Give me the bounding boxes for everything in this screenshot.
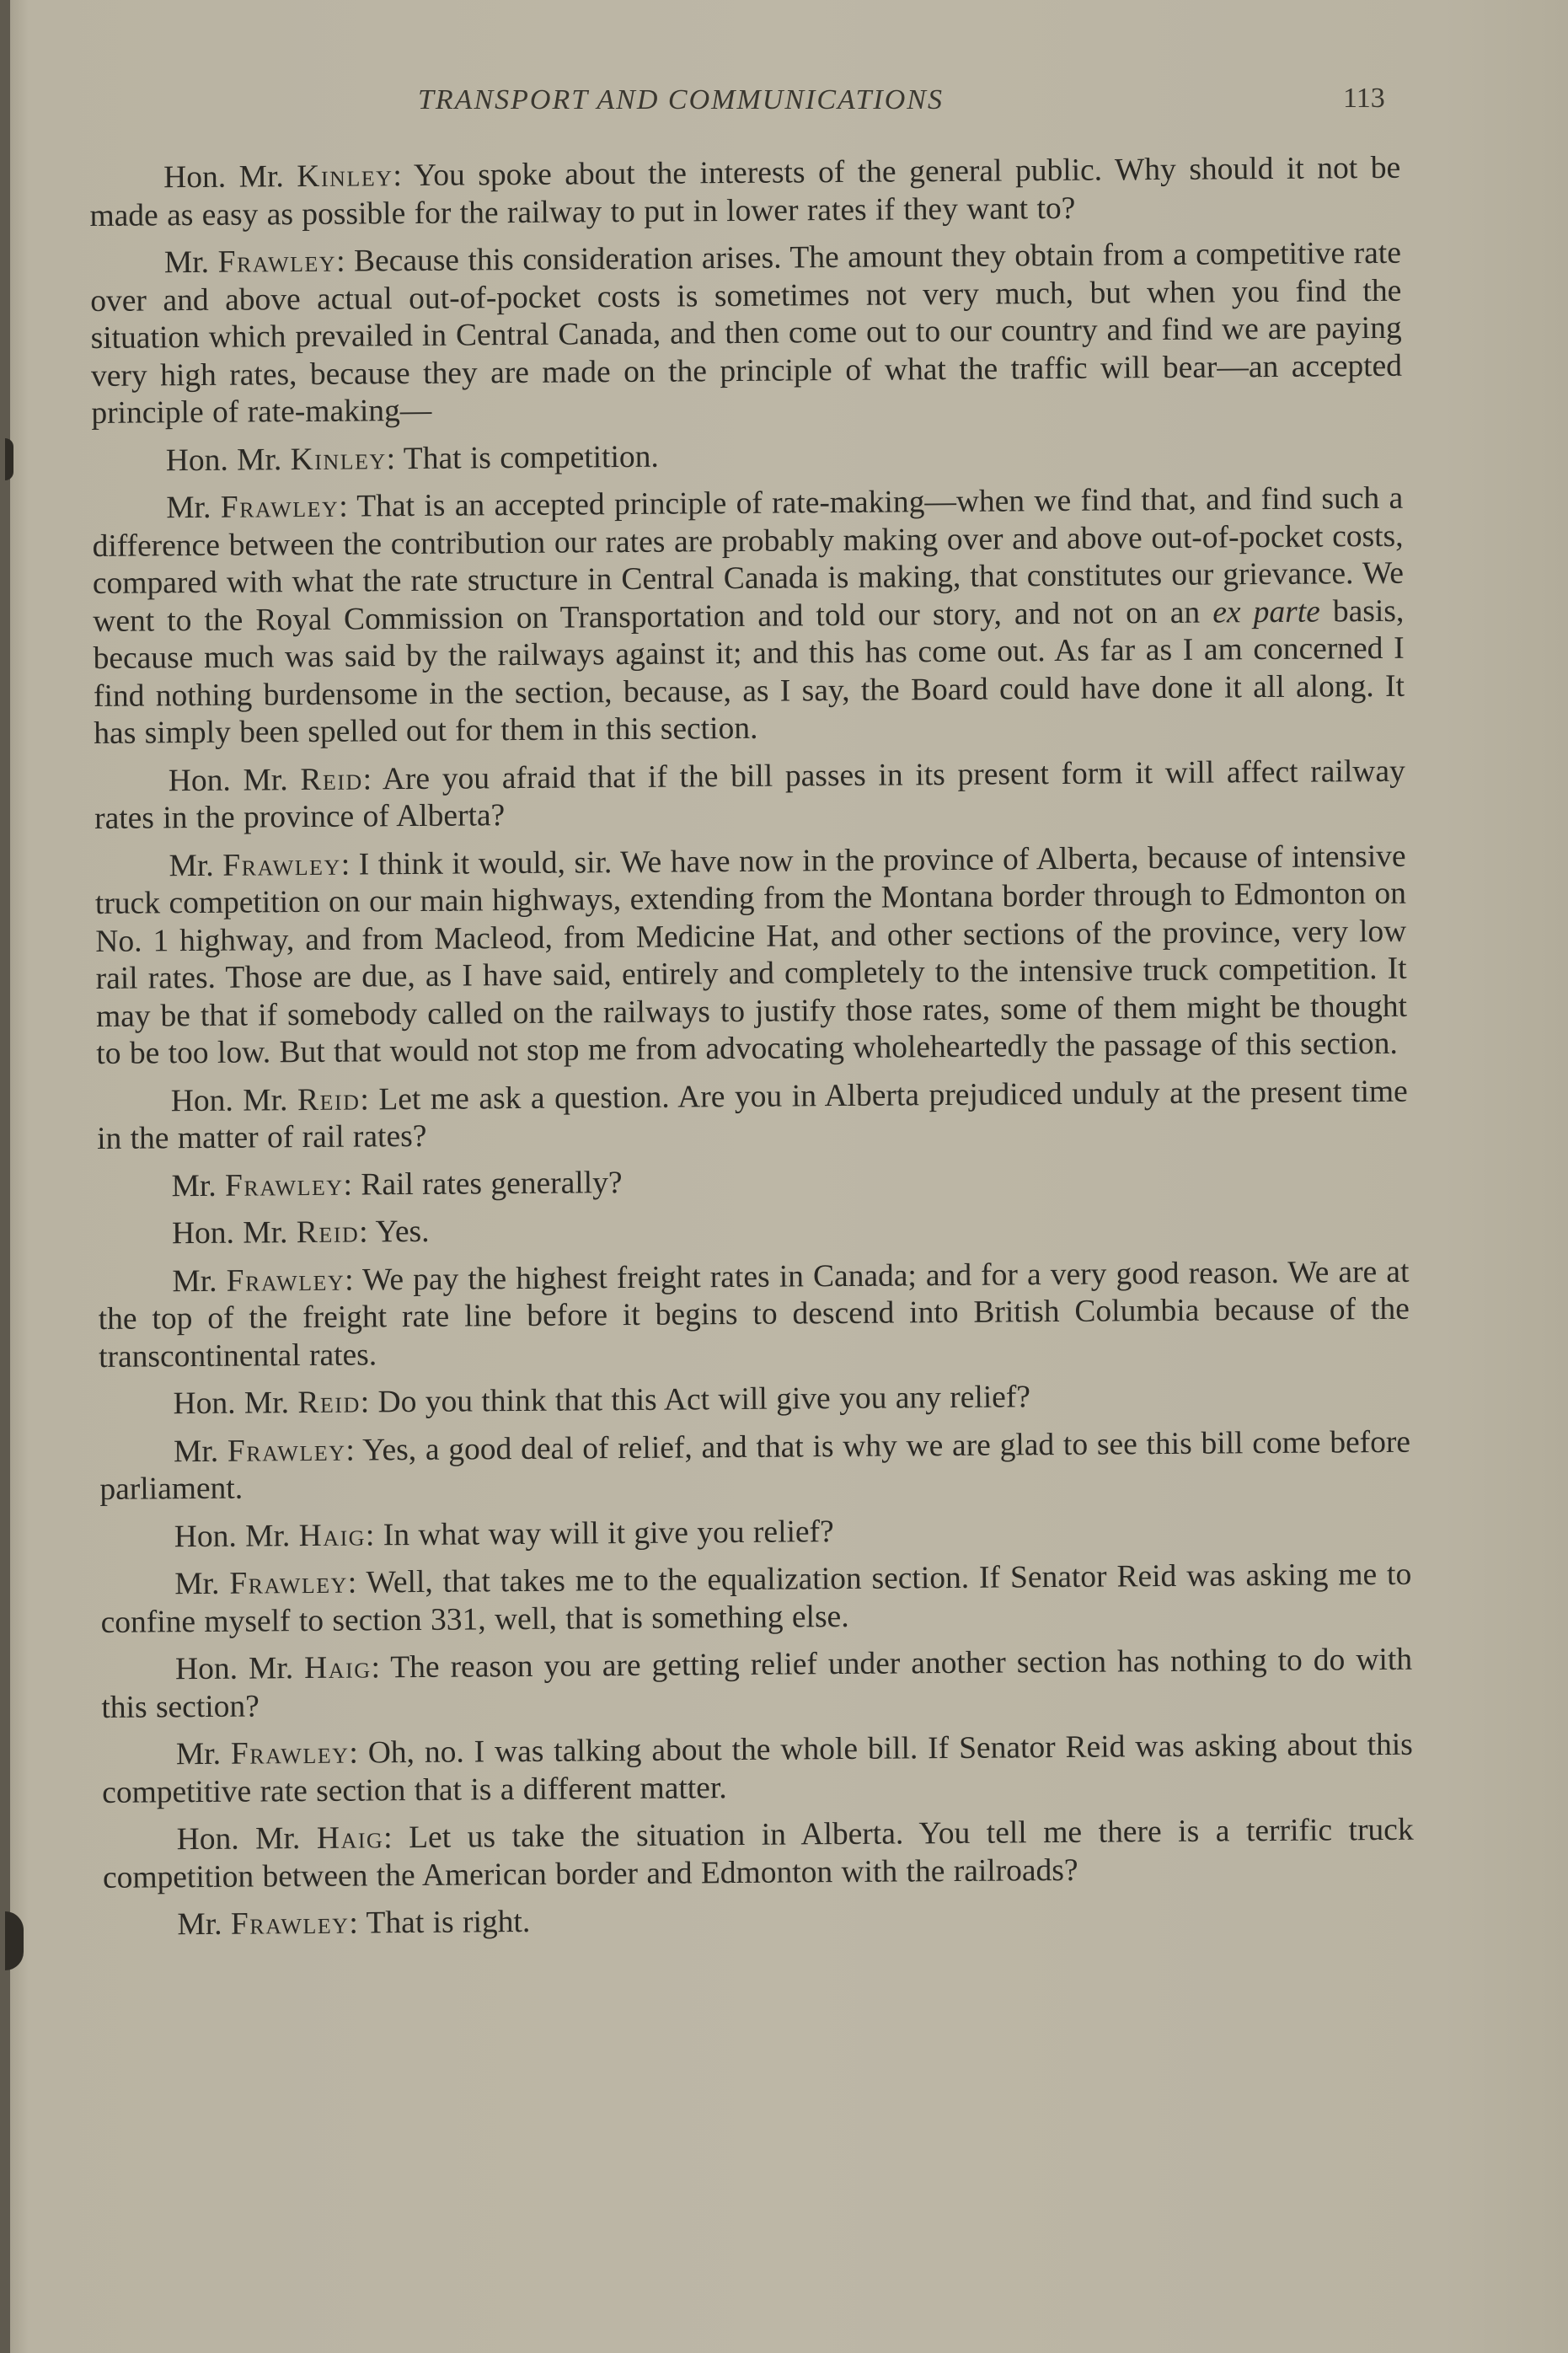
speech-text: : I think it would, sir. We have now in the province of Alberta, because of intensive truck competition on our main highways, extending from the Montana border through to Edmonton on No. 1 highway, and from Macleod, from Medicine Hat, and other sections of the province, very low rail rates. Those are due, as I have said, entirely and completely to the intensive truck competition. It may be that if somebody called on the railways to justify those rates, some of them might be thought to be too low. But that would not stop me from advocating wholeheartedly the passage of this section. [94, 839, 1408, 1071]
speaker-title: Hon. Mr. [171, 1215, 297, 1252]
paragraph [103, 1897, 1414, 1945]
speaker-title: Mr. [172, 1263, 227, 1299]
paragraph [99, 1423, 1411, 1509]
transcript-body [89, 150, 1415, 1955]
paragraph [92, 432, 1403, 480]
paragraph [94, 838, 1407, 1073]
speech-text: : The reason you are getting relief under another section has nothing to do with this section? [101, 1642, 1413, 1725]
speaker-name: Frawley [230, 1905, 350, 1942]
paragraph [100, 1509, 1411, 1557]
speaker-title: Mr. [163, 244, 218, 281]
speaker-name: Frawley [226, 1262, 345, 1299]
speaker-name: Frawley [222, 847, 341, 883]
speaker-name: Haig [316, 1820, 384, 1856]
speech-text: : Are you afraid that if the bill passes in its present form it will affect railway rates in the province of Alberta? [94, 753, 1405, 836]
speaker-name: Frawley [217, 244, 337, 280]
paragraph [98, 1206, 1409, 1254]
speaker-name: Frawley [224, 1167, 344, 1203]
paragraph [102, 1727, 1414, 1812]
speaker-title: Mr. [166, 490, 221, 526]
speech-text: : Let me ask a question. Are you in Alberta prejudiced unduly at the present time in the matter of rail rates? [96, 1074, 1408, 1156]
speech-text: : Well, that takes me to the equalization section. If Senator Reid was asking me to confine myself to section 331, well, that is something else. [100, 1557, 1412, 1640]
speaker-name: Haig [298, 1517, 367, 1553]
paragraph [97, 1073, 1409, 1158]
speaker-name: Kinley [290, 441, 387, 477]
speaker-title: Mr. [169, 848, 223, 883]
paragraph [100, 1557, 1412, 1642]
speaker-title: Mr. [177, 1906, 232, 1943]
speaker-name: Reid [300, 761, 363, 797]
speech-text: : That is right. [349, 1904, 531, 1941]
speech-text: basis, because much was said by the railways against it; and this has come out. As far as I am concerned I find nothing burdensome in the section, because, as I say, the Board could have done it all along. It has simply been spelled out for them in this section. [93, 593, 1405, 751]
speech-text: : Let us take the situation in Alberta. You tell me there is a terrific truck competition between the American border and Edmonton with the railroads? [102, 1812, 1414, 1895]
speech-text: : That is competition. [386, 439, 659, 476]
speaker-name: Reid [297, 1385, 361, 1421]
margin-mark [5, 1911, 24, 1970]
speaker-title: Hon. Mr. [170, 1082, 298, 1118]
running-title: TRANSPORT AND COMMUNICATIONS [418, 84, 944, 115]
margin-mark [5, 438, 13, 480]
speaker-title: Hon. Mr. [174, 1651, 305, 1687]
paragraph [94, 753, 1406, 838]
speaker-title: Mr. [173, 1434, 228, 1469]
speech-text: : Rail rates generally? [343, 1165, 623, 1203]
speech-text: : In what way will it give you relief? [365, 1514, 834, 1552]
speaker-title: Mr. [175, 1736, 232, 1772]
paragraph [89, 150, 1401, 235]
latin-phrase: ex parte [1212, 594, 1320, 630]
speech-text: : Because this consideration arises. The amount they obtain from a competitive rate over and above actual out-of-pocket costs is sometimes not very much, but when you find the situation which prevailed in Central Canada, and then come out to our country and find we are paying very high rates, because they are made on the principle of what the traffic will bear—an accepted principle of rate-making— [90, 235, 1403, 431]
paragraph [98, 1253, 1410, 1376]
speaker-name: Frawley [230, 1735, 350, 1771]
paragraph [102, 1812, 1414, 1897]
speech-text: : We pay the highest freight rates in Canada; and for a very good reason. We are at the top of the freight rate line before it begins to descend into British Columbia because of the transcontinental rates. [98, 1254, 1410, 1375]
speaker-title: Mr. [171, 1168, 226, 1203]
speaker-name: Haig [304, 1650, 372, 1686]
speech-text: : Do you think that this Act will give you any relief? [360, 1380, 1031, 1420]
speaker-name: Frawley [220, 489, 340, 525]
page-spine-edge [0, 0, 10, 2353]
speaker-name: Kinley [297, 158, 393, 195]
speech-text: : You spoke about the interests of the general public. Why should it not be made as easy as possible for the railway to put in lower rates if they want to? [89, 150, 1401, 233]
speaker-name: Frawley [227, 1433, 346, 1469]
speaker-name: Reid [296, 1214, 360, 1251]
speech-text: : Oh, no. I was talking about the whole bill. If Senator Reid was asking about this competitive rate section that is a different matter. [102, 1727, 1413, 1810]
speech-text: : Yes, a good deal of relief, and that is why we are glad to see this bill come before parliament. [99, 1424, 1411, 1507]
speaker-name: Frawley [229, 1565, 348, 1601]
speech-text: : That is an accepted principle of rate-making—when we find that, and find such a difference between the contribution our rates are probably making over and above out-of-pocket costs, compared with what the rate structure in Central Canada is making, that constitutes our grievance. We went to the Royal Commission on Transportation and told our story, and not on an [92, 480, 1405, 639]
paragraph [97, 1158, 1408, 1206]
paragraph [90, 235, 1403, 433]
paragraph [99, 1376, 1410, 1424]
speaker-name: Reid [297, 1082, 361, 1118]
speaker-title: Mr. [174, 1566, 230, 1602]
speaker-title: Hon. Mr. [173, 1386, 298, 1422]
speaker-title: Hon. Mr. [168, 762, 301, 798]
paragraph [101, 1642, 1413, 1727]
paragraph [92, 480, 1405, 753]
speech-text: : Yes. [359, 1214, 430, 1250]
speaker-title: Hon. Mr. [165, 442, 291, 478]
speaker-title: Hon. Mr. [163, 159, 297, 196]
speaker-title: Hon. Mr. [176, 1820, 318, 1857]
page-number: 113 [1343, 83, 1385, 114]
speaker-title: Hon. Mr. [174, 1518, 299, 1554]
